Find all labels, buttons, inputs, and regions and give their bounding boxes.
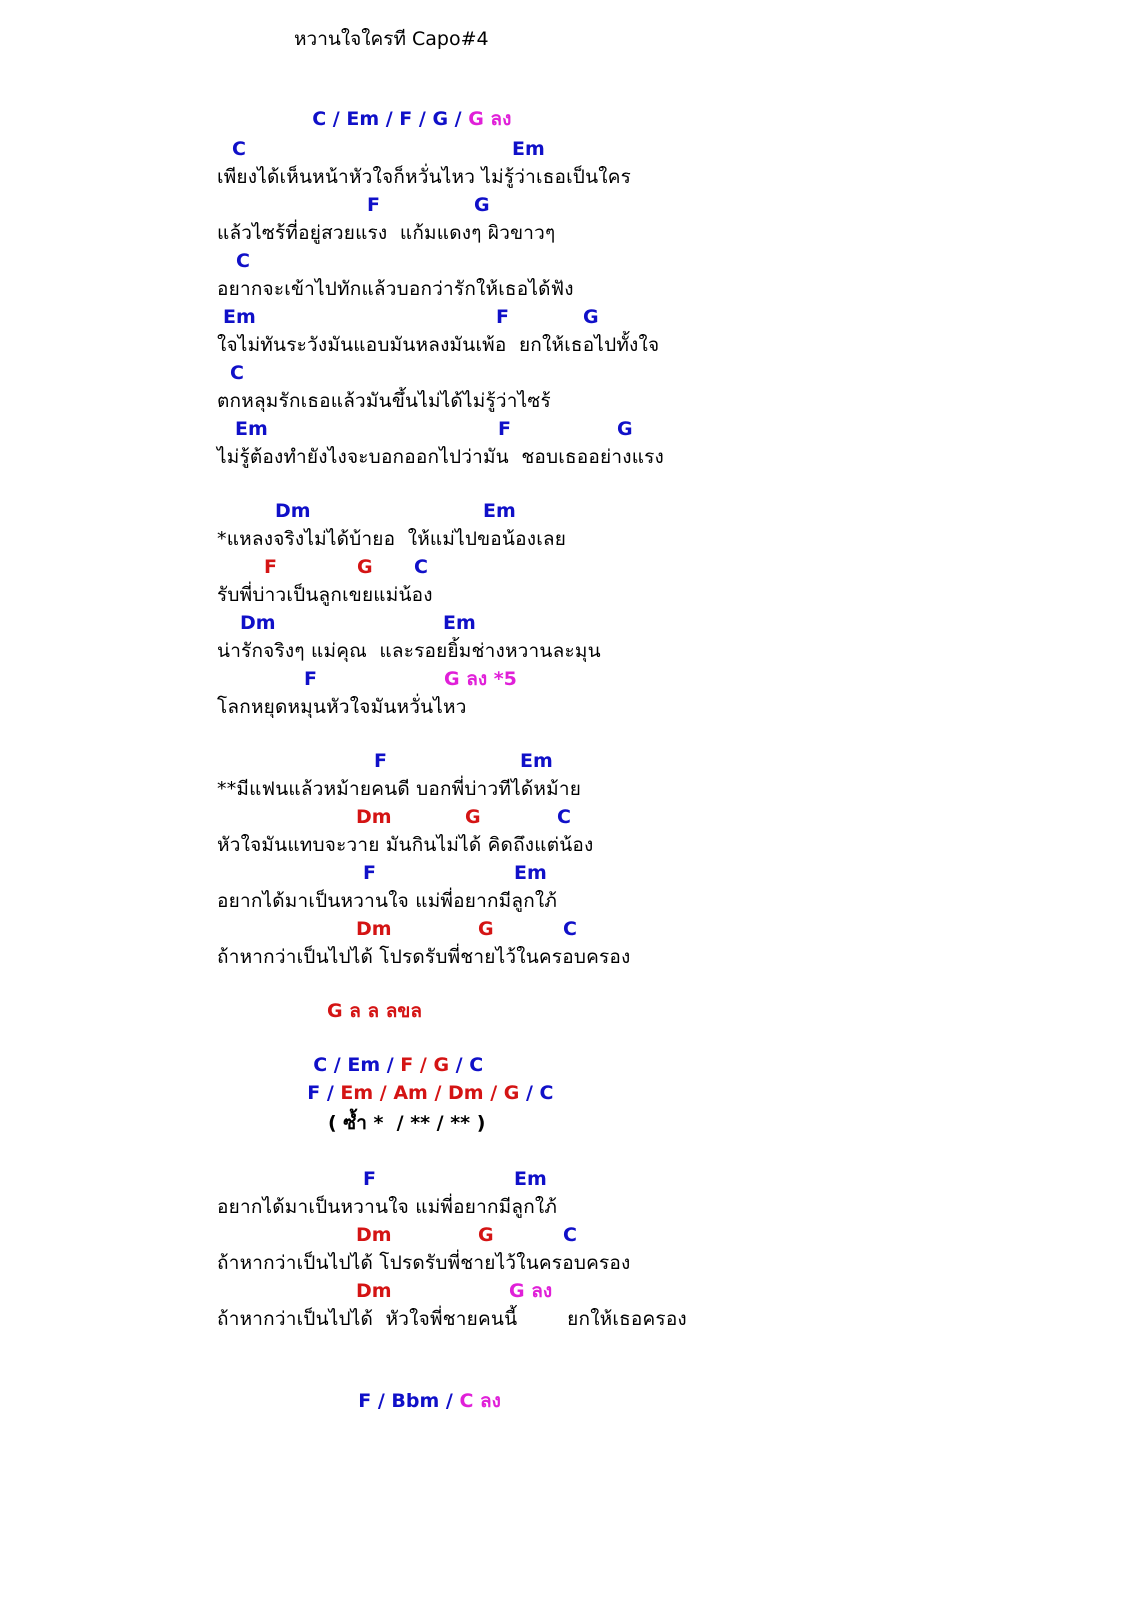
chord: Dm: [356, 918, 392, 940]
lyric-line: อยากจะเข้าไปทักแล้วบอกว่ารักให้เธอได้ฟัง: [217, 278, 574, 300]
chord: Em: [483, 500, 516, 522]
lyric-line: ตกหลุมรักเธอแล้วมันขึ้นไม่ได้ไม่รู้ว่าไซร้: [217, 390, 551, 412]
repeat-marker: ( ซ้ำ * / ** / ** ): [328, 1112, 486, 1134]
chord: Em: [514, 1168, 547, 1190]
chord: Dm: [356, 806, 392, 828]
lyric-line: รับพี่บ่าวเป็นลูกเขยแม่น้อง: [217, 584, 433, 606]
intro-chords-part2: G ลง: [468, 108, 512, 130]
chord: Dm: [240, 612, 276, 634]
chord: Em: [443, 612, 476, 634]
intro-chords-part1: C / Em / F / G /: [312, 108, 469, 130]
chord: G: [357, 556, 373, 578]
lyric-line: ถ้าหากว่าเป็นไปได้ โปรดรับพี่ชายไว้ในครอบครอง: [217, 1252, 631, 1274]
chord: F: [363, 862, 376, 884]
chord: F: [367, 194, 380, 216]
interlude-part: C / Em /: [313, 1054, 401, 1076]
chord: F: [498, 418, 511, 440]
chord: Dm: [275, 500, 311, 522]
lyric-line: *แหลงจริงไม่ได้บ้ายอ ให้แม่ไปขอน้องเลย: [217, 528, 567, 550]
chord: G ลง: [509, 1280, 553, 1302]
chord: G: [617, 418, 633, 440]
interlude-part: / C: [519, 1082, 554, 1104]
chord: F: [496, 306, 509, 328]
interlude-part: Em / Am / Dm / G: [340, 1082, 520, 1104]
lyric-line: โลกหยุดหมุนหัวใจมันหวั่นไหว: [217, 696, 467, 718]
chord: C: [563, 918, 577, 940]
chord: G: [465, 806, 481, 828]
chord: G: [583, 306, 599, 328]
chord: F: [264, 556, 277, 578]
lyric-line: ถ้าหากว่าเป็นไปได้ โปรดรับพี่ชายไว้ในครอบครอง: [217, 946, 631, 968]
chord: G: [478, 1224, 494, 1246]
chord: C: [557, 806, 571, 828]
interlude-part: F / G: [400, 1054, 450, 1076]
interlude-part: F /: [307, 1082, 341, 1104]
lyric-line: ใจไม่ทันระวังมันแอบมันหลงมันเพ้อ ยกให้เธอไปทั้งใจ: [217, 334, 660, 356]
chord: Em: [514, 862, 547, 884]
chord: C: [230, 362, 244, 384]
chord: G: [478, 918, 494, 940]
lyric-line: เพียงได้เห็นหน้าหัวใจก็หวั่นไหว ไม่รู้ว่าเธอเป็นใคร: [217, 166, 632, 188]
lyric-line: น่ารักจริงๆ แม่คุณ และรอยยิ้มช่างหวานละมุน: [217, 640, 601, 662]
chord: F: [374, 750, 387, 772]
lyric-line: หัวใจมันแทบจะวาย มันกินไม่ได้ คิดถึงแต่น้อง: [217, 834, 594, 856]
song-title: หวานใจใครที Capo#4: [294, 28, 489, 50]
lyric-line: อยากได้มาเป็นหวานใจ แม่พี่อยากมีลูกใภ้: [217, 1196, 558, 1218]
lyric-line: ไม่รู้ต้องทำยังไงจะบอกออกไปว่ามัน ชอบเธออย่างแรง: [217, 446, 665, 468]
chord: F: [363, 1168, 376, 1190]
chord: F: [304, 668, 317, 690]
ending-part: F / Bbm /: [358, 1390, 460, 1412]
lyric-line: ถ้าหากว่าเป็นไปได้ หัวใจพี่ชายคนนี้ ยกให้เธอครอง: [217, 1308, 687, 1330]
chord: Dm: [356, 1224, 392, 1246]
ending-part: C ลง: [459, 1390, 501, 1412]
interlude-line-3: [294, 1054, 553, 1106]
intro-progression: [299, 80, 511, 132]
chord: Em: [520, 750, 553, 772]
chord: G: [474, 194, 490, 216]
chord: Em: [223, 306, 256, 328]
lyric-line: **มีแฟนแล้วหม้ายคนดี บอกพี่บ่าวทีได้หม้าย: [217, 778, 582, 800]
ending-progression: [345, 1362, 501, 1414]
chord: G ลง *5: [444, 668, 517, 690]
chord: Em: [235, 418, 268, 440]
chord: Dm: [356, 1280, 392, 1302]
chord: Em: [512, 138, 545, 160]
interlude-part: / C: [449, 1054, 484, 1076]
chord: C: [414, 556, 428, 578]
chord: C: [563, 1224, 577, 1246]
interlude-line-1: G ล ล ลขล: [327, 1000, 422, 1022]
chord: C: [236, 250, 250, 272]
chord: C: [232, 138, 246, 160]
lyric-line: อยากได้มาเป็นหวานใจ แม่พี่อยากมีลูกใภ้: [217, 890, 558, 912]
lyric-line: แล้วไซร้ที่อยู่สวยแรง แก้มแดงๆ ผิวขาวๆ: [217, 222, 556, 244]
